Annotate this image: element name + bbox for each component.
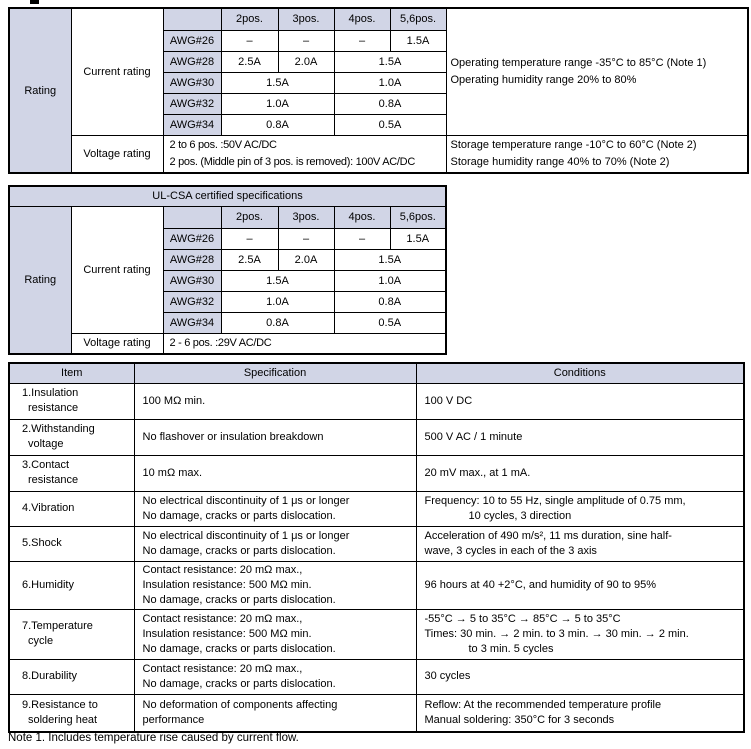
voltage-rating-label-cell: Voltage rating xyxy=(71,135,163,173)
current-value-cell: 2.0A xyxy=(278,51,334,72)
item-line: 3.Contact xyxy=(22,459,70,471)
item-cell xyxy=(9,561,134,609)
spec-line: No flashover or insulation breakdown xyxy=(142,430,324,443)
cond-line: Frequency: 10 to 55 Hz, single amplitude of 0.75 mm, xyxy=(424,494,686,507)
current-value-cell: – xyxy=(221,228,278,249)
current-rating-label-cell: Current rating xyxy=(71,8,163,135)
cond-line: 100 V DC xyxy=(424,394,473,407)
spec-line: No damage, cracks or parts dislocation. xyxy=(142,642,336,655)
awg-label-cell: AWG#30 xyxy=(163,72,221,93)
item-line: resistance xyxy=(28,474,79,486)
specification-cell xyxy=(134,455,416,491)
conditions-cell xyxy=(416,455,744,491)
item-line: 5.Shock xyxy=(22,537,62,549)
table-row xyxy=(9,419,744,455)
table-row xyxy=(9,561,744,609)
pos-header-2: 2pos. xyxy=(221,8,278,30)
conditions-cell xyxy=(416,694,744,732)
item-line: 4.Vibration xyxy=(22,502,75,514)
spec-line: Contact resistance: 20 mΩ max., xyxy=(142,612,303,625)
conditions-cell xyxy=(416,659,744,694)
pos-header-4: 4pos. xyxy=(334,206,390,228)
current-value-cell: 1.0A xyxy=(221,93,334,114)
current-value-cell: 2.5A xyxy=(221,249,278,270)
awg-label-cell: AWG#34 xyxy=(163,114,221,135)
table-row xyxy=(9,609,744,659)
item-cell xyxy=(9,455,134,491)
operating-notes-cell xyxy=(446,8,748,135)
operating-humidity-note: Operating humidity range 20% to 80% xyxy=(450,73,637,86)
specification-header-cell: Specification xyxy=(134,363,416,383)
item-cell xyxy=(9,659,134,694)
spec-line: Insulation resistance: 500 MΩ min. xyxy=(142,578,312,591)
pos-header-56: 5,6pos. xyxy=(390,206,446,228)
specification-cell xyxy=(134,609,416,659)
table-row xyxy=(9,526,744,561)
rating-table xyxy=(8,7,749,174)
item-cell xyxy=(9,609,134,659)
item-cell xyxy=(9,419,134,455)
current-value-cell: 0.8A xyxy=(221,114,334,135)
current-value-cell: 1.5A xyxy=(390,30,446,51)
operating-temperature-note: Operating temperature range -35°C to 85°C (Note 1) xyxy=(450,56,707,69)
item-line: 7.Temperature xyxy=(22,620,93,632)
current-value-cell: 2.5A xyxy=(221,51,278,72)
spec-line: 100 MΩ min. xyxy=(142,394,206,407)
current-value-cell: 1.5A xyxy=(221,270,334,291)
spec-line: No damage, cracks or parts dislocation. xyxy=(142,544,336,557)
current-value-cell: 2.0A xyxy=(278,249,334,270)
awg-label-cell: AWG#32 xyxy=(163,93,221,114)
item-line: cycle xyxy=(28,635,54,647)
table-row xyxy=(9,455,744,491)
awg-label-cell: AWG#32 xyxy=(163,291,221,312)
specification-cell xyxy=(134,659,416,694)
voltage-rating-value-cell xyxy=(163,135,446,173)
item-line: voltage xyxy=(28,438,64,450)
item-cell xyxy=(9,526,134,561)
pos-header-4: 4pos. xyxy=(334,8,390,30)
spec-line: No damage, cracks or parts dislocation. xyxy=(142,677,336,690)
conditions-cell xyxy=(416,383,744,419)
item-line: 6.Humidity xyxy=(22,578,74,591)
cond-line: Reflow: At the recommended temperature profile xyxy=(424,698,662,711)
awg-header-cell xyxy=(163,206,221,228)
pos-header-3: 3pos. xyxy=(278,8,334,30)
table-row xyxy=(9,659,744,694)
item-line: 1.Insulation xyxy=(22,387,79,399)
cond-line: Manual soldering: 350°C for 3 seconds xyxy=(424,713,615,726)
pos-header-2: 2pos. xyxy=(221,206,278,228)
conditions-cell xyxy=(416,419,744,455)
spec-line: No damage, cracks or parts dislocation. xyxy=(142,509,336,522)
item-header-cell: Item xyxy=(9,363,134,383)
voltage-line: 2 pos. (Middle pin of 3 pos. is removed): 100V AC/DC xyxy=(169,155,415,168)
current-value-cell: 0.8A xyxy=(334,93,446,114)
current-value-cell: – xyxy=(334,30,390,51)
conditions-header-cell: Conditions xyxy=(416,363,744,383)
storage-temperature-note: Storage temperature range -10°C to 60°C (Note 2) xyxy=(450,138,697,151)
item-line: 9.Resistance to xyxy=(22,698,98,711)
current-rating-label-cell: Current rating xyxy=(71,206,163,333)
conditions-cell xyxy=(416,561,744,609)
item-line: 2.Withstanding xyxy=(22,423,95,435)
current-value-cell: 1.5A xyxy=(390,228,446,249)
current-value-cell: 0.5A xyxy=(334,114,446,135)
item-line: resistance xyxy=(28,402,79,414)
current-value-cell: 1.5A xyxy=(334,51,446,72)
awg-label-cell: AWG#34 xyxy=(163,312,221,333)
current-value-cell: – xyxy=(278,228,334,249)
specification-cell xyxy=(134,419,416,455)
cond-line: 30 cycles xyxy=(424,670,471,682)
spec-line: No electrical discontinuity of 1 μs or longer xyxy=(142,494,350,507)
current-value-cell: 1.5A xyxy=(334,249,446,270)
specification-cell xyxy=(134,561,416,609)
item-cell xyxy=(9,383,134,419)
awg-label-cell: AWG#30 xyxy=(163,270,221,291)
spec-line: No damage, cracks or parts dislocation. xyxy=(142,593,336,606)
current-value-cell: – xyxy=(221,30,278,51)
awg-label-cell: AWG#28 xyxy=(163,51,221,72)
current-value-cell: 0.8A xyxy=(221,312,334,333)
voltage-rating-label-cell: Voltage rating xyxy=(71,333,163,354)
specification-cell xyxy=(134,526,416,561)
awg-label-cell: AWG#26 xyxy=(163,30,221,51)
cond-line: 96 hours at 40 +2°C, and humidity of 90 to 95% xyxy=(424,578,657,591)
specification-cell xyxy=(134,491,416,526)
cond-line: 10 cycles, 3 direction xyxy=(468,509,572,522)
storage-humidity-note: Storage humidity range 40% to 70% (Note 2) xyxy=(450,155,670,168)
spec-line: Contact resistance: 20 mΩ max., xyxy=(142,563,303,576)
spec-conditions-table xyxy=(8,362,745,733)
current-value-cell: 1.0A xyxy=(334,72,446,93)
current-value-cell: 1.0A xyxy=(221,291,334,312)
voltage-line: 2 to 6 pos. :50V AC/DC xyxy=(169,138,277,151)
cond-line: -55°C → 5 to 35°C → 85°C → 5 to 35°C xyxy=(424,612,621,625)
table-row xyxy=(9,694,744,732)
conditions-cell xyxy=(416,526,744,561)
rating-label-cell: Rating xyxy=(9,8,71,173)
current-value-cell: 0.8A xyxy=(334,291,446,312)
awg-header-cell xyxy=(163,8,221,30)
cond-line: Times: 30 min. → 2 min. to 3 min. → 30 min. → 2 min. xyxy=(424,627,689,640)
spec-line: Contact resistance: 20 mΩ max., xyxy=(142,662,303,675)
awg-label-cell: AWG#26 xyxy=(163,228,221,249)
spec-line: No deformation of components affecting xyxy=(142,698,338,711)
current-value-cell: – xyxy=(334,228,390,249)
spec-line: No electrical discontinuity of 1 μs or longer xyxy=(142,529,350,542)
storage-notes-cell xyxy=(446,135,748,173)
item-cell xyxy=(9,694,134,732)
current-value-cell: 1.0A xyxy=(334,270,446,291)
specification-cell xyxy=(134,383,416,419)
table-row xyxy=(9,383,744,419)
current-value-cell: 0.5A xyxy=(334,312,446,333)
pos-header-3: 3pos. xyxy=(278,206,334,228)
pos-header-56: 5,6pos. xyxy=(390,8,446,30)
cond-line: Acceleration of 490 m/s², 11 ms duration, sine half- xyxy=(424,529,672,542)
rating-label-cell: Rating xyxy=(9,206,71,354)
current-value-cell: – xyxy=(278,30,334,51)
ul-csa-title-cell: UL-CSA certified specifications xyxy=(9,186,446,206)
ul-csa-table xyxy=(8,185,447,355)
spec-line: Insulation resistance: 500 MΩ min. xyxy=(142,627,312,640)
item-cell xyxy=(9,491,134,526)
current-value-cell: 1.5A xyxy=(221,72,334,93)
spec-line: performance xyxy=(142,713,205,726)
awg-label-cell: AWG#28 xyxy=(163,249,221,270)
item-line: 8.Durability xyxy=(22,670,78,682)
crop-artifact-mark xyxy=(30,0,39,4)
cond-line: 500 V AC / 1 minute xyxy=(424,430,523,443)
spec-line: 10 mΩ max. xyxy=(142,466,203,479)
specification-cell xyxy=(134,694,416,732)
voltage-rating-value-cell: 2 - 6 pos. :29V AC/DC xyxy=(163,333,446,354)
footnote: Note 1. Includes temperature rise caused by current flow. xyxy=(8,732,299,744)
cond-line: wave, 3 cycles in each of the 3 axis xyxy=(424,544,597,557)
item-line: soldering heat xyxy=(28,713,98,726)
conditions-cell xyxy=(416,609,744,659)
conditions-cell xyxy=(416,491,744,526)
cond-line: to 3 min. 5 cycles xyxy=(468,642,554,655)
cond-line: 20 mV max., at 1 mA. xyxy=(424,466,531,479)
table-row xyxy=(9,491,744,526)
